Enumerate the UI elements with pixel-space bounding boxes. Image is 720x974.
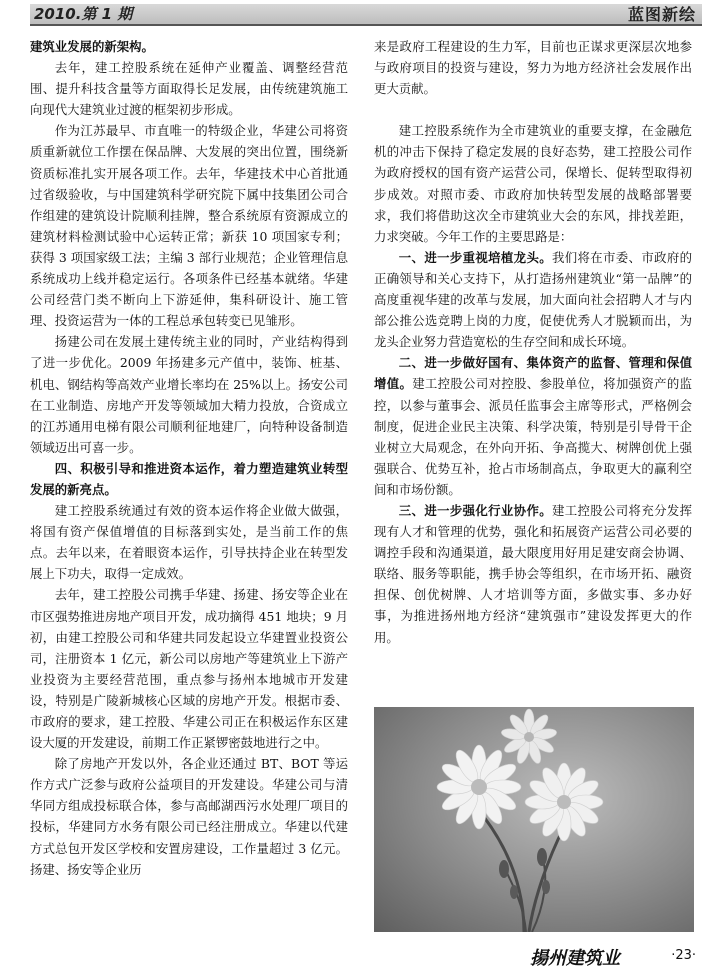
section-title: 蓝图新绘 <box>627 5 696 24</box>
spacer <box>374 99 692 120</box>
left-column <box>30 36 348 880</box>
flower-photo <box>374 707 694 932</box>
item-1-title: 一、进一步重视培植龙头。 <box>398 249 552 265</box>
page-footer <box>530 944 700 968</box>
paragraph: 去年，建工控股公司携手华建、扬建、扬安等企业在市区强势推进房地产项目开发，成功摘得 451 地块；9 月初，由建工控股公司和华建共同发起设立华建置业投资公司，注册资本 1 亿元，新公司以房地产等建筑业上下游产业投资为主要经营范围，重点参与扬州本地城市开发建设，特别是广陵新城核心区域的房地产开发。根据市委、市政府的要求，建工控股、华建公司正在积极运作东区建设大厦的开发建设，前期工作正紧锣密鼓地进行之中。 <box>30 587 348 751</box>
page-header <box>0 0 720 30</box>
item-2-title: 二、进一步做好国有、集体资产的监督、管理和保值增值。 <box>374 355 692 392</box>
paragraph: 除了房地产开发以外，各企业还通过 BT、BOT 等运作方式广泛参与政府公益项目的开发建设。华建公司与清华同方组成投标联合体，参与高邮湖西污水处理厂项目的投标，华建同方水务有限公司已经注册成立。华建以代建方式总包开发区学校和安置房建设，工作量超过 3 亿元。扬建、扬安等企业历 <box>30 756 348 877</box>
paragraph: 扬建公司在发展土建传统主业的同时，产业结构得到了进一步优化。2009 年扬建多元产值中，装饰、桩基、机电、钢结构等高效产业增长率均在 25%以上。扬安公司在工业制造、房地产开发等领域加大精力投放，合资成立的江苏通用电梯有限公司顺利征地建厂，向特种设备制造领域迈出可喜一步。 <box>30 334 348 455</box>
item-2-body: 建工控股公司对控股、参股单位，将加强资产的监控，以参与董事会、派员任监事会主席等形式，严格例会制度，促进企业民主决策、科学决策，特别是引导骨干企业树立大局观念，在外向开拓、争高揽大、树牌创优上强强联合、优势互补，抢占市场制高点，争取更大的赢利空间和市场份额。 <box>374 376 693 497</box>
paragraph: 来是政府工程建设的生力军，目前也正谋求更深层次地参与政府项目的投资与建设，努力为地方经济社会发展作出更大贡献。 <box>374 39 692 97</box>
paragraph: 作为江苏最早、市直唯一的特级企业，华建公司将资质重新就位工作摆在保品牌、大发展的突出位置，围绕新资质标准扎实开展各项工作。去年，华建技术中心首批通过省级验收，与中国建筑科学研究院下属中技集团公司合作组建的建筑设计院顺利挂牌，整合系统原有资源成立的建筑材料检测试验中心运转正常；新获 10 项国家专利；获得 3 项国家级工法；主编 3 部行业规范；企业管理信息系统成功上线并稳定运行。各项条件已经基本就绪。华建公司经营门类不断向上下游延伸，集科研设计、施工管理、投资运营为一体的工程总承包转变已见雏形。 <box>30 123 348 329</box>
paragraph: 建工控股系统通过有效的资本运作将企业做大做强，将国有资产保值增值的目标落到实处，是当前工作的焦点。去年以来，在着眼资本运作，引导扶持企业在转型发展上下功夫，取得一定成效。 <box>30 503 348 582</box>
issue-label: 2010.第 1 期 <box>34 5 133 23</box>
section-heading-continued: 建筑业发展的新架构。 <box>30 39 154 54</box>
flower-illustration <box>374 707 694 932</box>
paragraph-item-1 <box>374 247 692 352</box>
paragraph-item-2 <box>374 352 692 500</box>
item-1-body: 我们将在市委、市政府的正确领导和关心支持下，从打造扬州建筑业“第一品牌”的高度重视华建的改革与发展，加大面向社会招聘人才与内部公推公选竞聘上岗的力度，促使优秀人才脱颖而出，为龙头企业努力营造宽松的生存空间和成长环境。 <box>374 249 693 350</box>
item-3-body: 建工控股公司将充分发挥现有人才和管理的优势，强化和拓展资产运营公司必要的调控手段和沟通渠道，最大限度用好用足建安商会协调、联络、服务等职能，携手协会等组织，在市场开拓、融资担保、创优树牌、人才培训等方面，多做实事、多办好事，为推进扬州地方经济“建筑强市”建设发挥更大的作用。 <box>374 502 693 645</box>
paragraph: 去年，建工控股系统在延伸产业覆盖、调整经营范围、提升科技含量等方面取得长足发展，由传统建筑施工向现代大建筑业过渡的框架初步形成。 <box>30 60 348 118</box>
page-number: ·23· <box>671 948 696 963</box>
item-3-title: 三、进一步强化行业协作。 <box>398 502 552 518</box>
magazine-logo: 揚州建筑业 <box>530 948 620 969</box>
paragraph: 建工控股系统作为全市建筑业的重要支撑，在金融危机的冲击下保持了稳定发展的良好态势，建工控股公司作为政府授权的国有资产运营公司，保增长、促转型取得初步成效。对照市委、市政府加快转型发展的战略部署要求，我们将借助这次全市建筑业大会的东风，排找差距，力求突破。今年工作的主要思路是： <box>374 123 692 244</box>
section-heading-4: 四、积极引导和推进资本运作，着力塑造建筑业转型发展的新亮点。 <box>30 460 348 497</box>
paragraph-item-3 <box>374 500 692 648</box>
right-column <box>374 36 692 648</box>
